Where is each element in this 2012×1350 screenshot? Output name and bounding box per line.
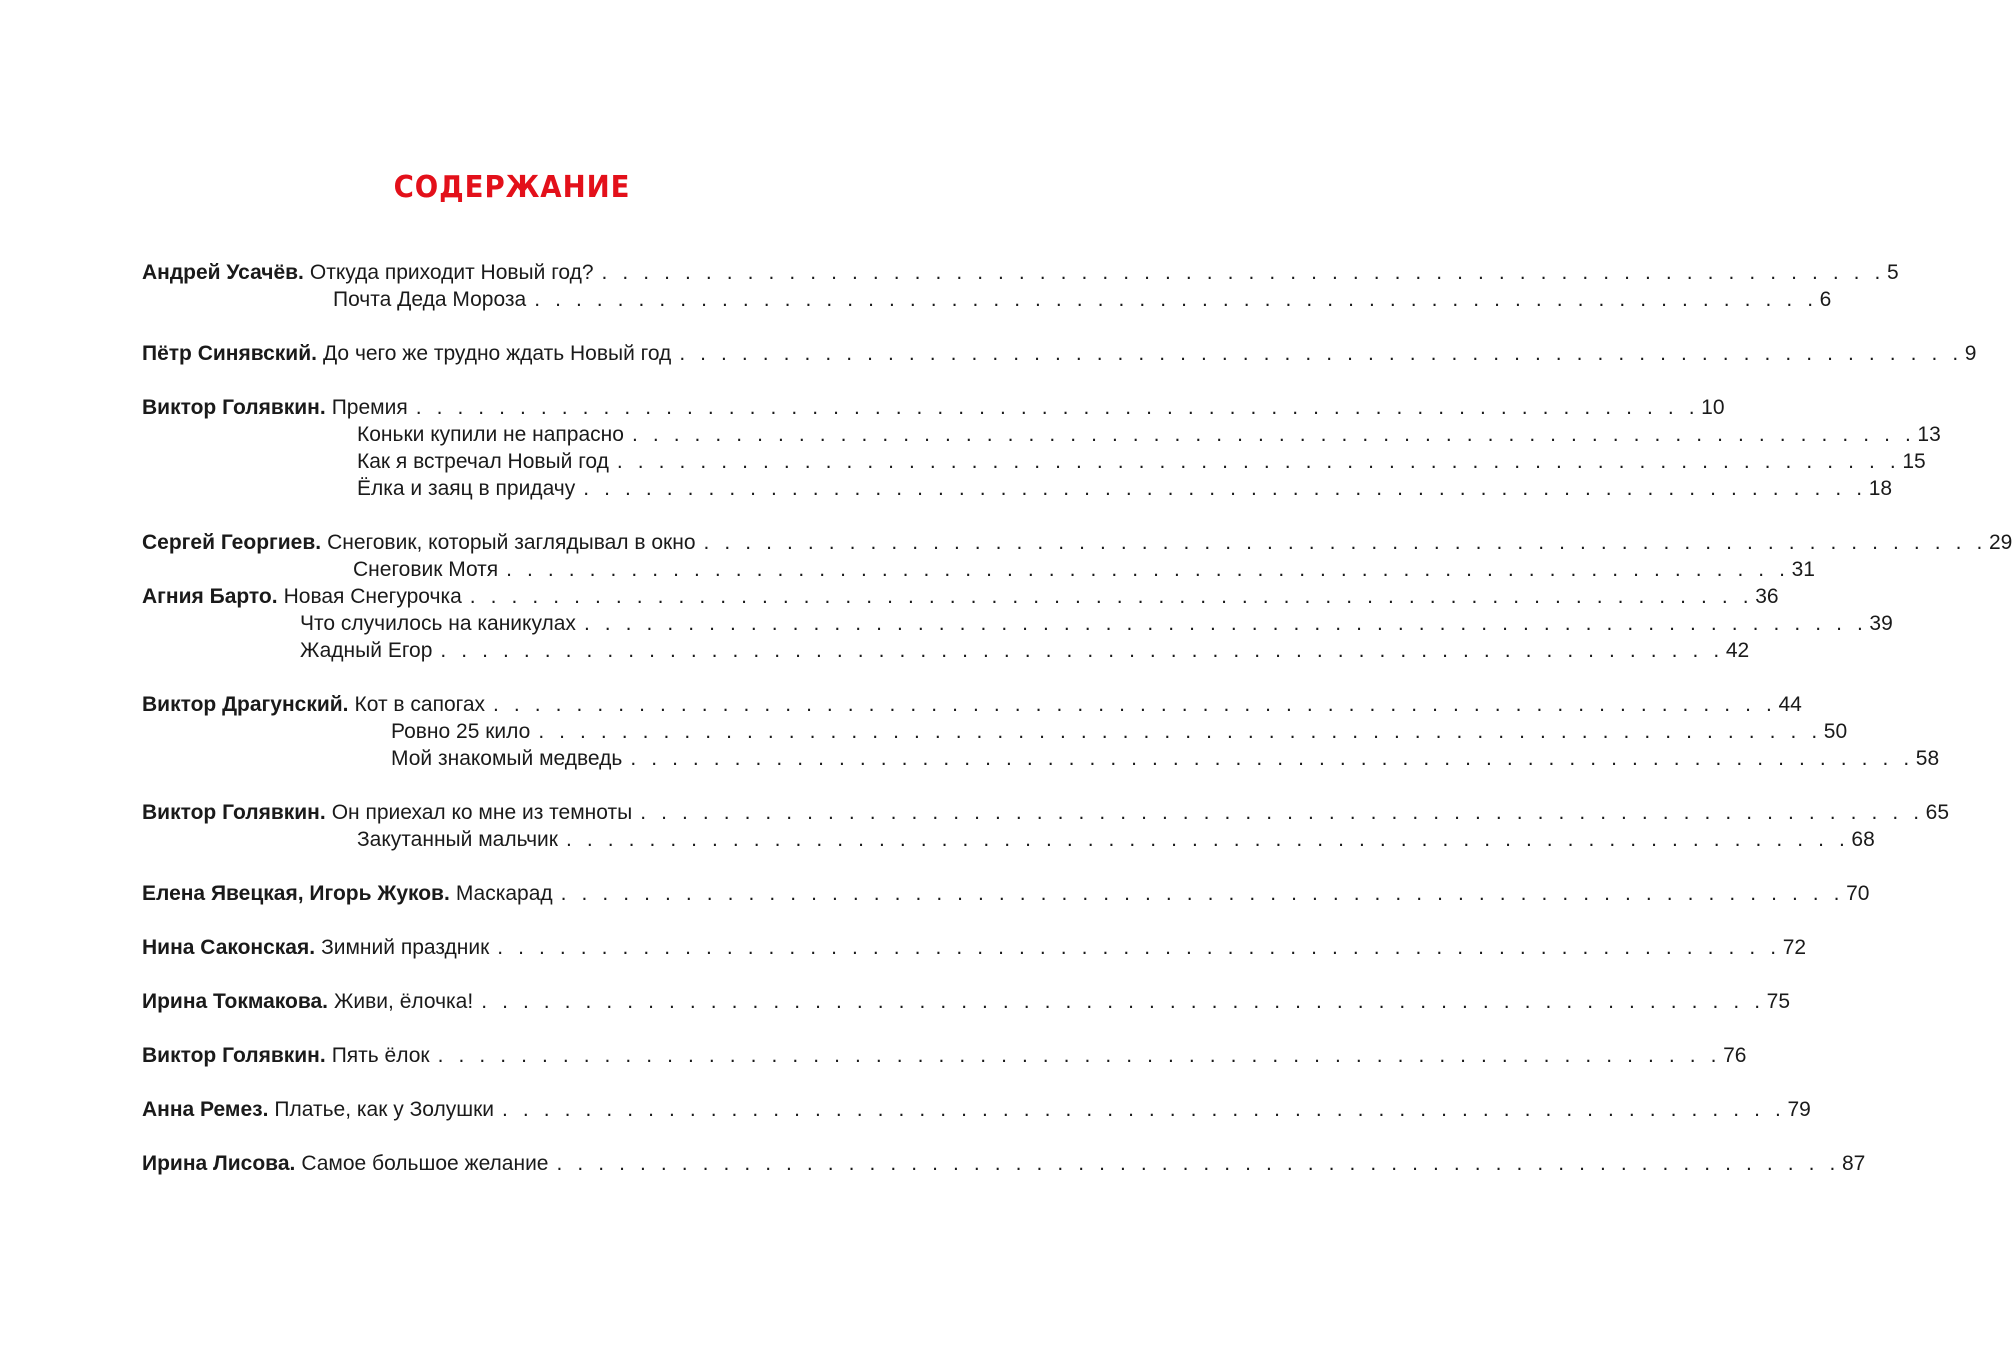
toc-author: Ирина Токмакова. [142,990,329,1013]
toc-page-number: 87 [1841,1152,1866,1175]
toc-page-number: 44 [1778,693,1802,716]
toc-work-title: Закутанный мальчик [357,828,558,851]
toc-entry [142,989,1791,1015]
toc-work-title: Пять ёлок [331,1044,430,1067]
toc-dot-leader: . . . . . . . . . . . . . . . . . . . . . . . . . . . . . . . . . . . . . . . . . . . . . . . . . . . . . . . . . . . . . . [538,720,1822,743]
toc-entry [142,800,1950,826]
toc-dot-leader: . . . . . . . . . . . . . . . . . . . . . . . . . . . . . . . . . . . . . . . . . . . . . . . . . . . . . . . . . . . . . . [556,1152,1840,1175]
toc-entry [357,449,1926,475]
toc-author: Агния Барто. [142,585,278,608]
toc-page-number: 10 [1701,396,1725,419]
toc-dot-leader: . . . . . . . . . . . . . . . . . . . . . . . . . . . . . . . . . . . . . . . . . . . . . . . . . . . . . . . . . . . . . . [415,396,1700,419]
toc-author: Виктор Голявкин. [142,801,326,824]
toc-entry [353,557,1815,583]
toc-page-number: 76 [1723,1044,1747,1067]
toc-entry [300,611,1893,637]
toc-entry [142,530,2012,556]
toc-author: Нина Саконская. [142,936,316,959]
toc-dot-leader: . . . . . . . . . . . . . . . . . . . . . . . . . . . . . . . . . . . . . . . . . . . . . . . . . . . . . . . . . . . . . . [616,450,1901,473]
toc-work-title: Кот в сапогах [354,693,486,716]
toc-page-number: 68 [1851,828,1875,851]
toc-entry [142,1151,1866,1177]
toc-dot-leader: . . . . . . . . . . . . . . . . . . . . . . . . . . . . . . . . . . . . . . . . . . . . . . . . . . . . . . . . . . . . . . [506,558,1790,581]
toc-entry [391,719,1848,745]
toc-entry [357,476,1893,502]
toc-dot-leader: . . . . . . . . . . . . . . . . . . . . . . . . . . . . . . . . . . . . . . . . . . . . . . . . . . . . . . . . . . . . . . [502,1098,1786,1121]
toc-dot-leader: . . . . . . . . . . . . . . . . . . . . . . . . . . . . . . . . . . . . . . . . . . . . . . . . . . . . . . . . . . . . . . [469,585,1754,608]
toc-author: Пётр Синявский. [142,342,317,365]
toc-work-title: Ровно 25 кило [391,720,531,743]
toc-page-number: 36 [1755,585,1779,608]
toc-entry [142,260,1899,286]
toc-entry [391,746,1940,772]
toc-work-title: Что случилось на каникулах [300,612,576,635]
toc-dot-leader: . . . . . . . . . . . . . . . . . . . . . . . . . . . . . . . . . . . . . . . . . . . . . . . . . . . . . . . . . . . . . . [497,936,1781,959]
toc-dot-leader: . . . . . . . . . . . . . . . . . . . . . . . . . . . . . . . . . . . . . . . . . . . . . . . . . . . . . . . . . . . . . . [679,342,1963,365]
toc-dot-leader: . . . . . . . . . . . . . . . . . . . . . . . . . . . . . . . . . . . . . . . . . . . . . . . . . . . . . . . . . . . . . . [630,747,1914,770]
toc-dot-leader: . . . . . . . . . . . . . . . . . . . . . . . . . . . . . . . . . . . . . . . . . . . . . . . . . . . . . . . . . . . . . . [560,882,1845,905]
toc-dot-leader: . . . . . . . . . . . . . . . . . . . . . . . . . . . . . . . . . . . . . . . . . . . . . . . . . . . . . . . . . . . . . . [481,990,1765,1013]
toc-page-number: 75 [1766,990,1791,1013]
toc-page-number: 65 [1925,801,1950,824]
toc-entry [142,341,1977,367]
toc-page-number: 72 [1782,936,1807,959]
toc-entry [142,1097,1811,1123]
toc-work-title: Жадный Егор [300,639,433,662]
toc-work-title: Как я встречал Новый год [357,450,609,473]
toc-dot-leader: . . . . . . . . . . . . . . . . . . . . . . . . . . . . . . . . . . . . . . . . . . . . . . . . . . . . . . . . . . . . . . [534,288,1818,311]
toc-work-title: Платье, как у Золушки [274,1098,494,1121]
toc-author: Сергей Георгиев. [142,531,322,554]
toc-page-number: 5 [1887,261,1899,284]
toc-work-title: Самое большое желание [301,1152,549,1175]
toc-work-title: Зимний праздник [321,936,490,959]
toc-work-title: Новая Снегурочка [283,585,462,608]
toc-work-title: Снеговик Мотя [353,558,499,581]
toc-page-number: 70 [1846,882,1870,905]
toc-entry [142,395,1725,421]
toc-page-number: 6 [1819,288,1832,311]
toc-page-number: 39 [1869,612,1893,635]
toc-page-number: 79 [1787,1098,1811,1121]
toc-dot-leader: . . . . . . . . . . . . . . . . . . . . . . . . . . . . . . . . . . . . . . . . . . . . . . . . . . . . . . . . . . . . . . [601,261,1885,284]
toc-dot-leader: . . . . . . . . . . . . . . . . . . . . . . . . . . . . . . . . . . . . . . . . . . . . . . . . . . . . . . . . . . . . . . [631,423,1916,446]
toc-page-number: 13 [1917,423,1941,446]
toc-page-number: 15 [1902,450,1926,473]
toc-page-number: 50 [1823,720,1848,743]
toc-page-number: 31 [1791,558,1815,581]
toc-entry [142,1043,1747,1069]
toc-work-title: Снеговик, который заглядывал в окно [327,531,696,554]
toc-dot-leader: . . . . . . . . . . . . . . . . . . . . . . . . . . . . . . . . . . . . . . . . . . . . . . . . . . . . . . . . . . . . . . [583,477,1867,500]
toc-page-number: 9 [1964,342,1977,365]
toc-work-title: Ёлка и заяц в придачу [357,477,576,500]
toc-work-title: Живи, ёлочка! [334,990,474,1013]
toc-page-number: 18 [1868,477,1893,500]
toc-author: Ирина Лисова. [142,1152,296,1175]
toc-entry [142,692,1802,718]
toc-author: Андрей Усачёв. [142,261,304,284]
toc-entry [300,638,1750,664]
toc-page-number: 58 [1915,747,1940,770]
toc-work-title: Мой знакомый медведь [391,747,623,770]
toc-work-title: Премия [331,396,408,419]
toc-author: Виктор Голявкин. [142,396,326,419]
toc-work-title: Коньки купили не напрасно [357,423,624,446]
toc-dot-leader: . . . . . . . . . . . . . . . . . . . . . . . . . . . . . . . . . . . . . . . . . . . . . . . . . . . . . . . . . . . . . . [440,639,1724,662]
page-title: СОДЕРЖАНИЕ [393,170,631,205]
toc-author: Анна Ремез. [142,1098,269,1121]
toc-work-title: Почта Деда Мороза [333,288,527,311]
toc-dot-leader: . . . . . . . . . . . . . . . . . . . . . . . . . . . . . . . . . . . . . . . . . . . . . . . . . . . . . . . . . . . . . . [583,612,1868,635]
toc-dot-leader: . . . . . . . . . . . . . . . . . . . . . . . . . . . . . . . . . . . . . . . . . . . . . . . . . . . . . . . . . . . . . . [437,1044,1722,1067]
toc-entry [142,881,1870,907]
toc-entry [142,935,1807,961]
toc-work-title: Маскарад [455,882,553,905]
toc-entry [357,827,1875,853]
toc-entry [333,287,1832,313]
toc-author: Виктор Голявкин. [142,1044,326,1067]
toc-author: Елена Явецкая, Игорь Жуков. [142,882,450,905]
toc-page-number: 29 [1988,531,2012,554]
toc-entry [357,422,1941,448]
toc-author: Виктор Драгунский. [142,693,349,716]
toc-work-title: Он приехал ко мне из темноты [331,801,633,824]
toc-entry [142,584,1779,610]
toc-work-title: Откуда приходит Новый год? [309,261,594,284]
toc-page-number: 42 [1725,639,1750,662]
toc-dot-leader: . . . . . . . . . . . . . . . . . . . . . . . . . . . . . . . . . . . . . . . . . . . . . . . . . . . . . . . . . . . . . . [703,531,1987,554]
toc-work-title: До чего же трудно ждать Новый год [322,342,672,365]
toc-dot-leader: . . . . . . . . . . . . . . . . . . . . . . . . . . . . . . . . . . . . . . . . . . . . . . . . . . . . . . . . . . . . . . [640,801,1924,824]
toc-dot-leader: . . . . . . . . . . . . . . . . . . . . . . . . . . . . . . . . . . . . . . . . . . . . . . . . . . . . . . . . . . . . . . [565,828,1850,851]
toc-dot-leader: . . . . . . . . . . . . . . . . . . . . . . . . . . . . . . . . . . . . . . . . . . . . . . . . . . . . . . . . . . . . . . [493,693,1777,716]
